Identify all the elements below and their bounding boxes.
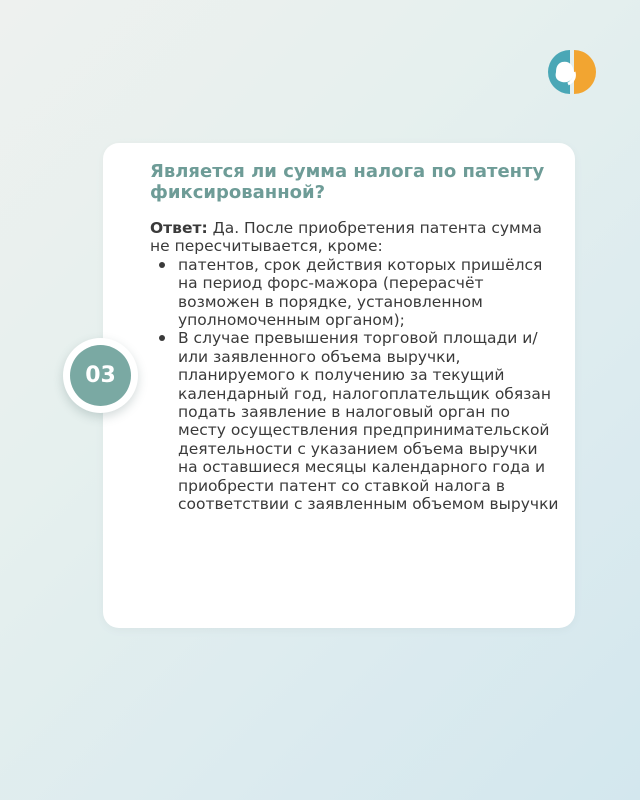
answer-label: Ответ: — [150, 219, 208, 237]
answer-paragraph — [150, 219, 560, 256]
step-number: 03 — [70, 345, 131, 406]
list-item — [150, 329, 560, 513]
list-item-text: патентов, срок действия которых пришёлся на период форс-мажора (перерасчёт возможен в порядке, установленном уполномоченным органом); — [178, 255, 543, 330]
faq-card — [103, 143, 575, 628]
brand-logo-icon — [544, 46, 596, 98]
answer-text: Да. После приобретения патента сумма не пересчитывается, кроме: — [150, 219, 542, 256]
answer-body — [150, 219, 560, 514]
question-title: Является ли сумма налога по патенту фиксированной? — [150, 161, 545, 203]
list-item — [150, 256, 560, 330]
bullet-icon — [159, 262, 165, 268]
list-item-text: В случае превышения торговой площади и/или заявленного объема выручки, планируемого к получению за текущий календарный год, налогоплательщик обязан подать заявление в налоговый орган по месту осуществления предпринимательской деятельности с указанием объема выручки на оставшиеся месяцы календарного года и приобрести патент со ставкой налога в соответствии с заявленным объемом выручки — [178, 329, 559, 514]
exception-list — [150, 256, 560, 514]
bullet-icon — [159, 335, 165, 341]
step-number-badge — [63, 338, 138, 413]
